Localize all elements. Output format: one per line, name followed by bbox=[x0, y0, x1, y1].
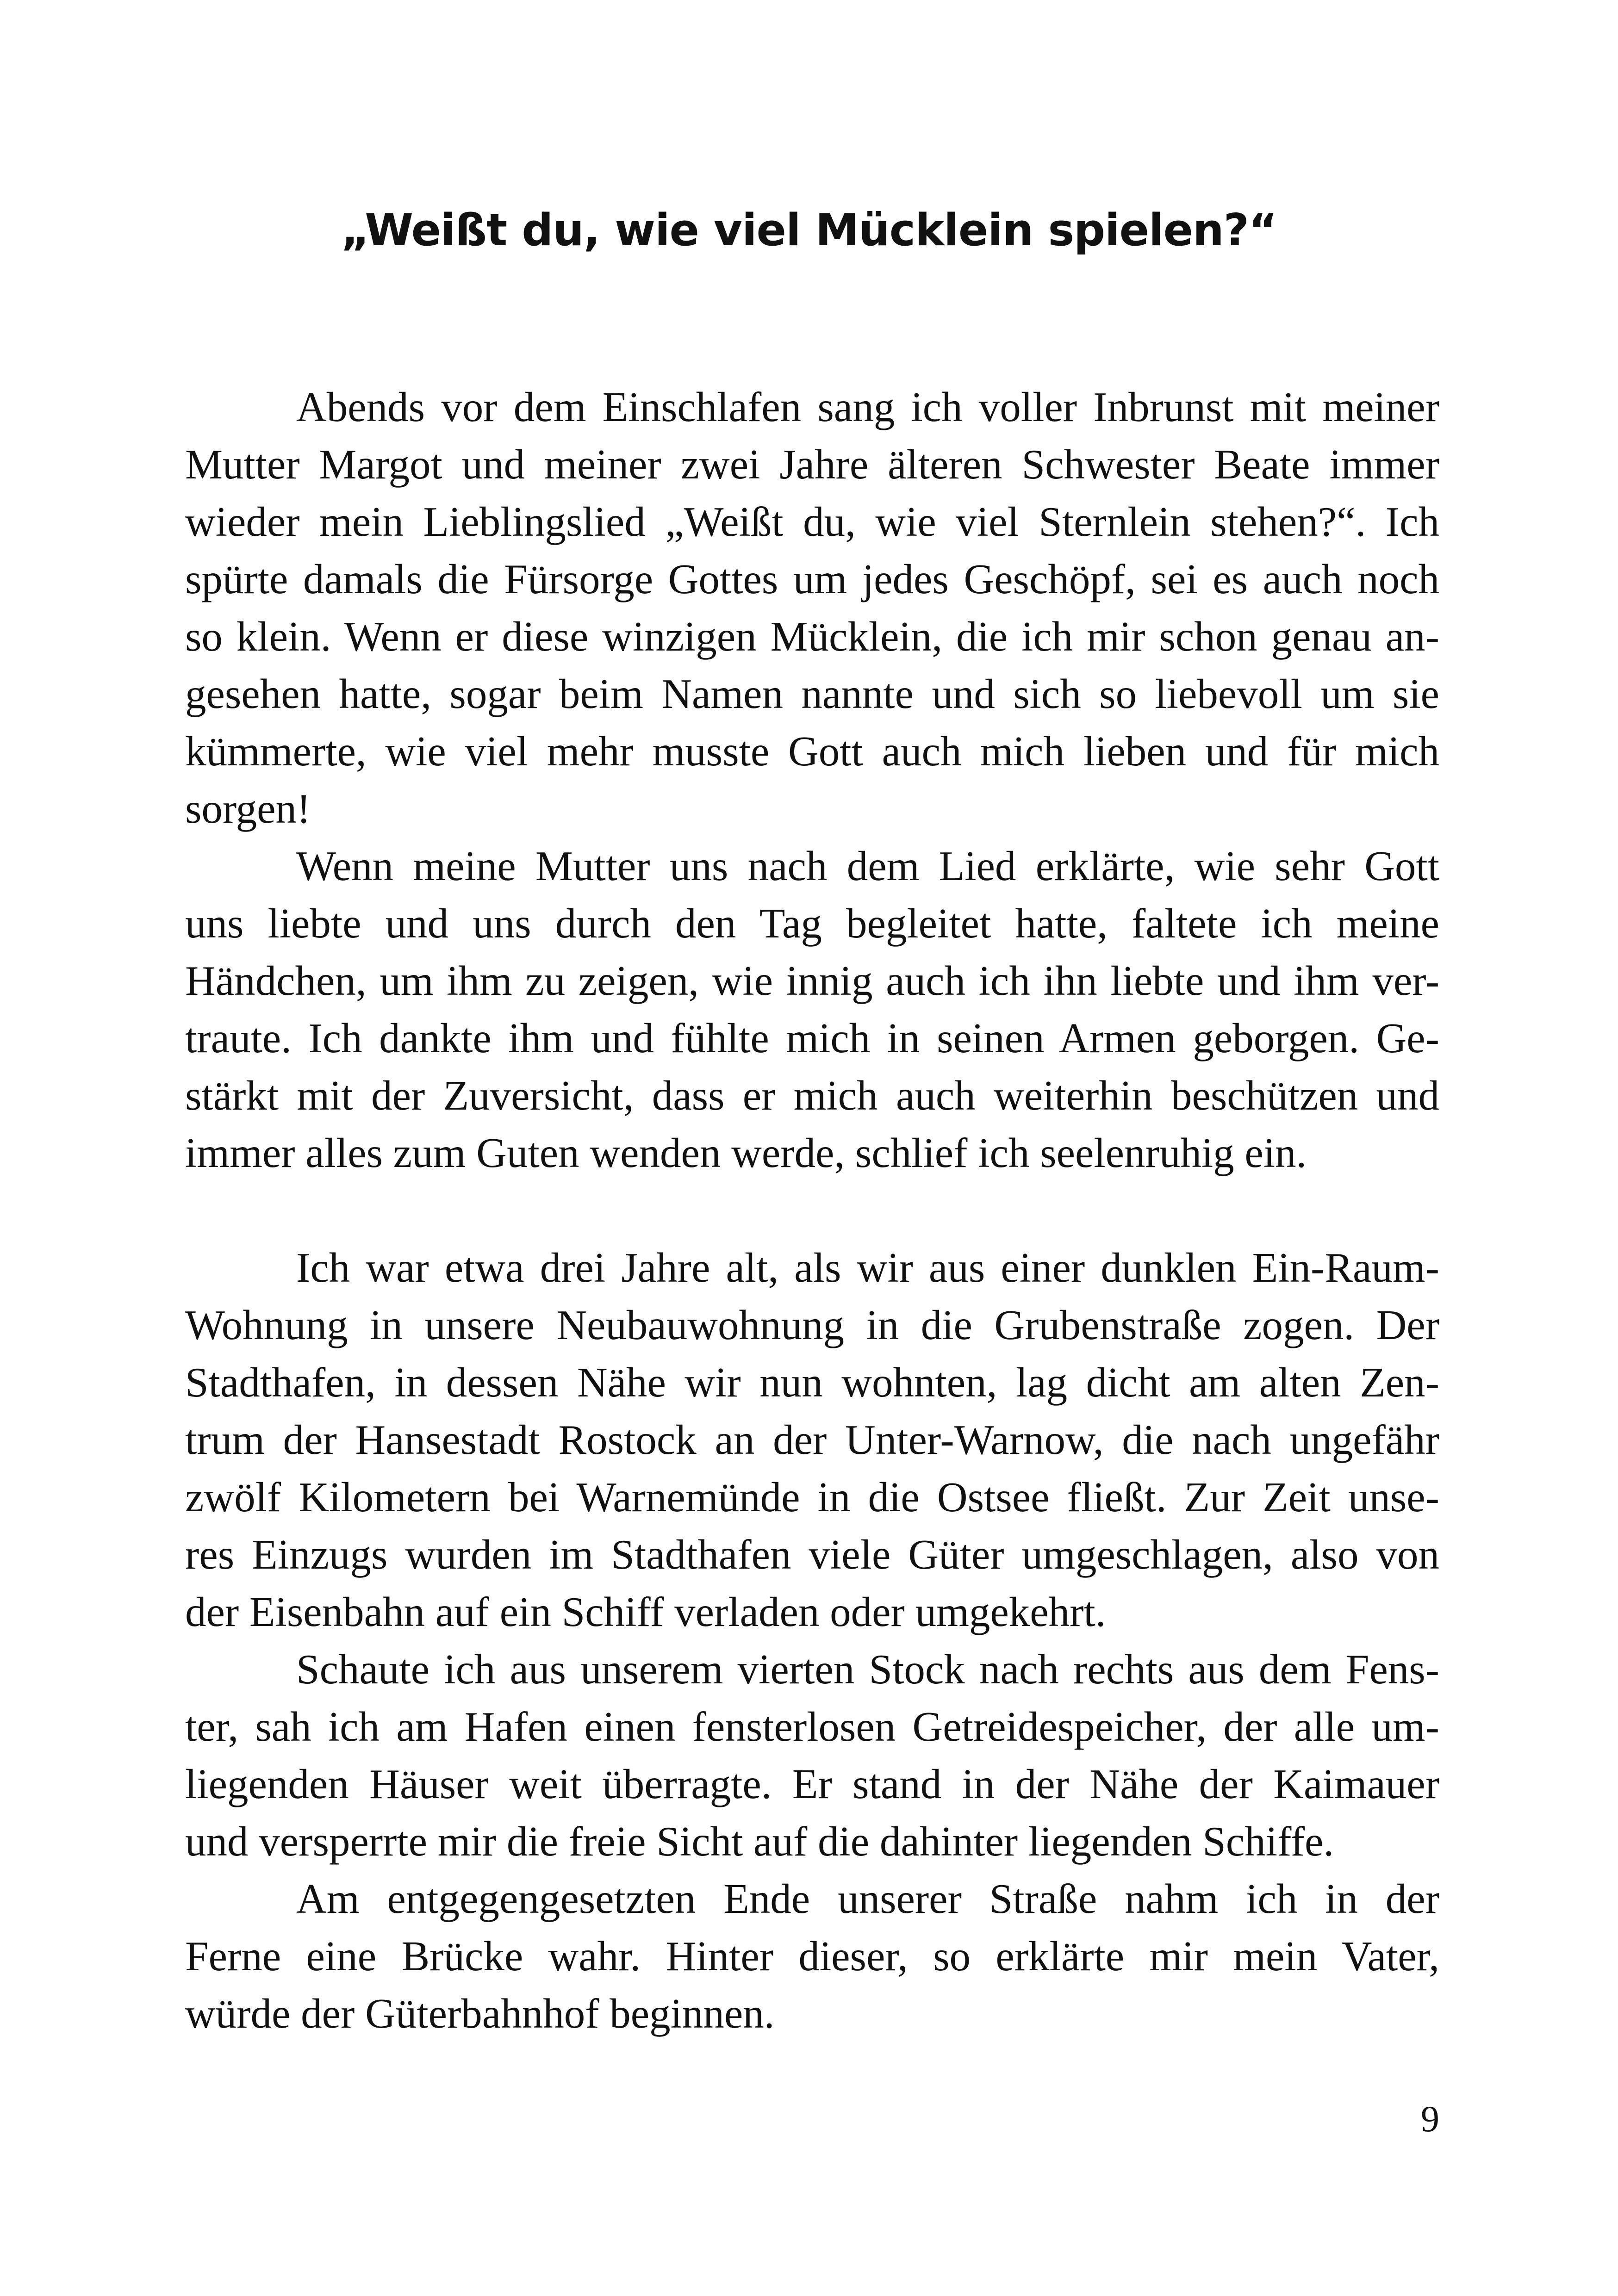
chapter-title: „Weißt du, wie viel Mücklein spielen?“ bbox=[341, 205, 1277, 256]
text-line: wieder mein Lieblingslied „Weißt du, wie viel Sternlein stehen?“. Ich bbox=[185, 498, 1439, 545]
text-line: Stadthafen, in dessen Nähe wir nun wohnten, lag dicht am alten Zen- bbox=[185, 1359, 1439, 1406]
text-line: uns liebte und uns durch den Tag begleitet hatte, faltete ich meine bbox=[185, 900, 1439, 947]
text-line: Abends vor dem Einschlafen sang ich voller Inbrunst mit meiner bbox=[296, 384, 1439, 430]
text-line: sorgen! bbox=[185, 785, 311, 832]
text-line: so klein. Wenn er diese winzigen Mücklein, die ich mir schon genau an- bbox=[185, 613, 1439, 660]
text-line: liegenden Häuser weit überragte. Er stand in der Nähe der Kaimauer bbox=[185, 1761, 1439, 1807]
text-line: immer alles zum Guten wenden werde, schlief ich seelenruhig ein. bbox=[185, 1129, 1307, 1176]
text-line: Wohnung in unsere Neubauwohnung in die Grubenstraße zogen. Der bbox=[185, 1302, 1439, 1348]
body-text bbox=[185, 379, 1439, 2042]
text-line: stärkt mit der Zuversicht, dass er mich auch weiterhin beschützen und bbox=[185, 1072, 1439, 1119]
text-line: trum der Hansestadt Rostock an der Unter-Warnow, die nach ungefähr bbox=[185, 1416, 1439, 1463]
text-line: würde der Güterbahnhof beginnen. bbox=[185, 1990, 775, 2037]
paragraph bbox=[185, 1641, 1439, 1870]
text-line: kümmerte, wie viel mehr musste Gott auch mich lieben und für mich bbox=[185, 728, 1439, 775]
text-line: ter, sah ich am Hafen einen fensterlosen Getreidespeicher, der alle um- bbox=[185, 1703, 1439, 1750]
text-line: gesehen hatte, sogar beim Namen nannte und sich so liebevoll um sie bbox=[185, 670, 1439, 717]
section-break bbox=[185, 1182, 1439, 1239]
text-line: der Eisenbahn auf ein Schiff verladen oder umgekehrt. bbox=[185, 1589, 1106, 1635]
text-line: Am entgegengesetzten Ende unserer Straße nahm ich in der bbox=[296, 1875, 1439, 1922]
text-line: zwölf Kilometern bei Warnemünde in die Ostsee fließt. Zur Zeit unse- bbox=[185, 1474, 1439, 1520]
text-line: Mutter Margot und meiner zwei Jahre älteren Schwester Beate immer bbox=[185, 441, 1439, 488]
text-line: Händchen, um ihm zu zeigen, wie innig auch ich ihn liebte und ihm ver- bbox=[185, 957, 1439, 1004]
text-line: traute. Ich dankte ihm und fühlte mich in seinen Armen geborgen. Ge- bbox=[185, 1015, 1439, 1061]
paragraph bbox=[185, 1870, 1439, 2042]
text-line: res Einzugs wurden im Stadthafen viele Güter umgeschlagen, also von bbox=[185, 1531, 1439, 1578]
paragraph bbox=[185, 1239, 1439, 1641]
text-line: Ich war etwa drei Jahre alt, als wir aus einer dunklen Ein-Raum- bbox=[296, 1244, 1439, 1291]
text-line: Schaute ich aus unserem vierten Stock nach rechts aus dem Fens- bbox=[296, 1646, 1439, 1693]
text-line: spürte damals die Fürsorge Gottes um jedes Geschöpf, sei es auch noch bbox=[185, 556, 1439, 602]
text-line: Ferne eine Brücke wahr. Hinter dieser, so erklärte mir mein Vater, bbox=[185, 1933, 1439, 1980]
text-line: und versperrte mir die freie Sicht auf die dahinter liegenden Schiffe. bbox=[185, 1818, 1334, 1865]
text-line: Wenn meine Mutter uns nach dem Lied erklärte, wie sehr Gott bbox=[296, 843, 1439, 889]
page-number: 9 bbox=[1421, 2099, 1439, 2140]
paragraph bbox=[185, 838, 1439, 1182]
paragraph bbox=[185, 379, 1439, 838]
